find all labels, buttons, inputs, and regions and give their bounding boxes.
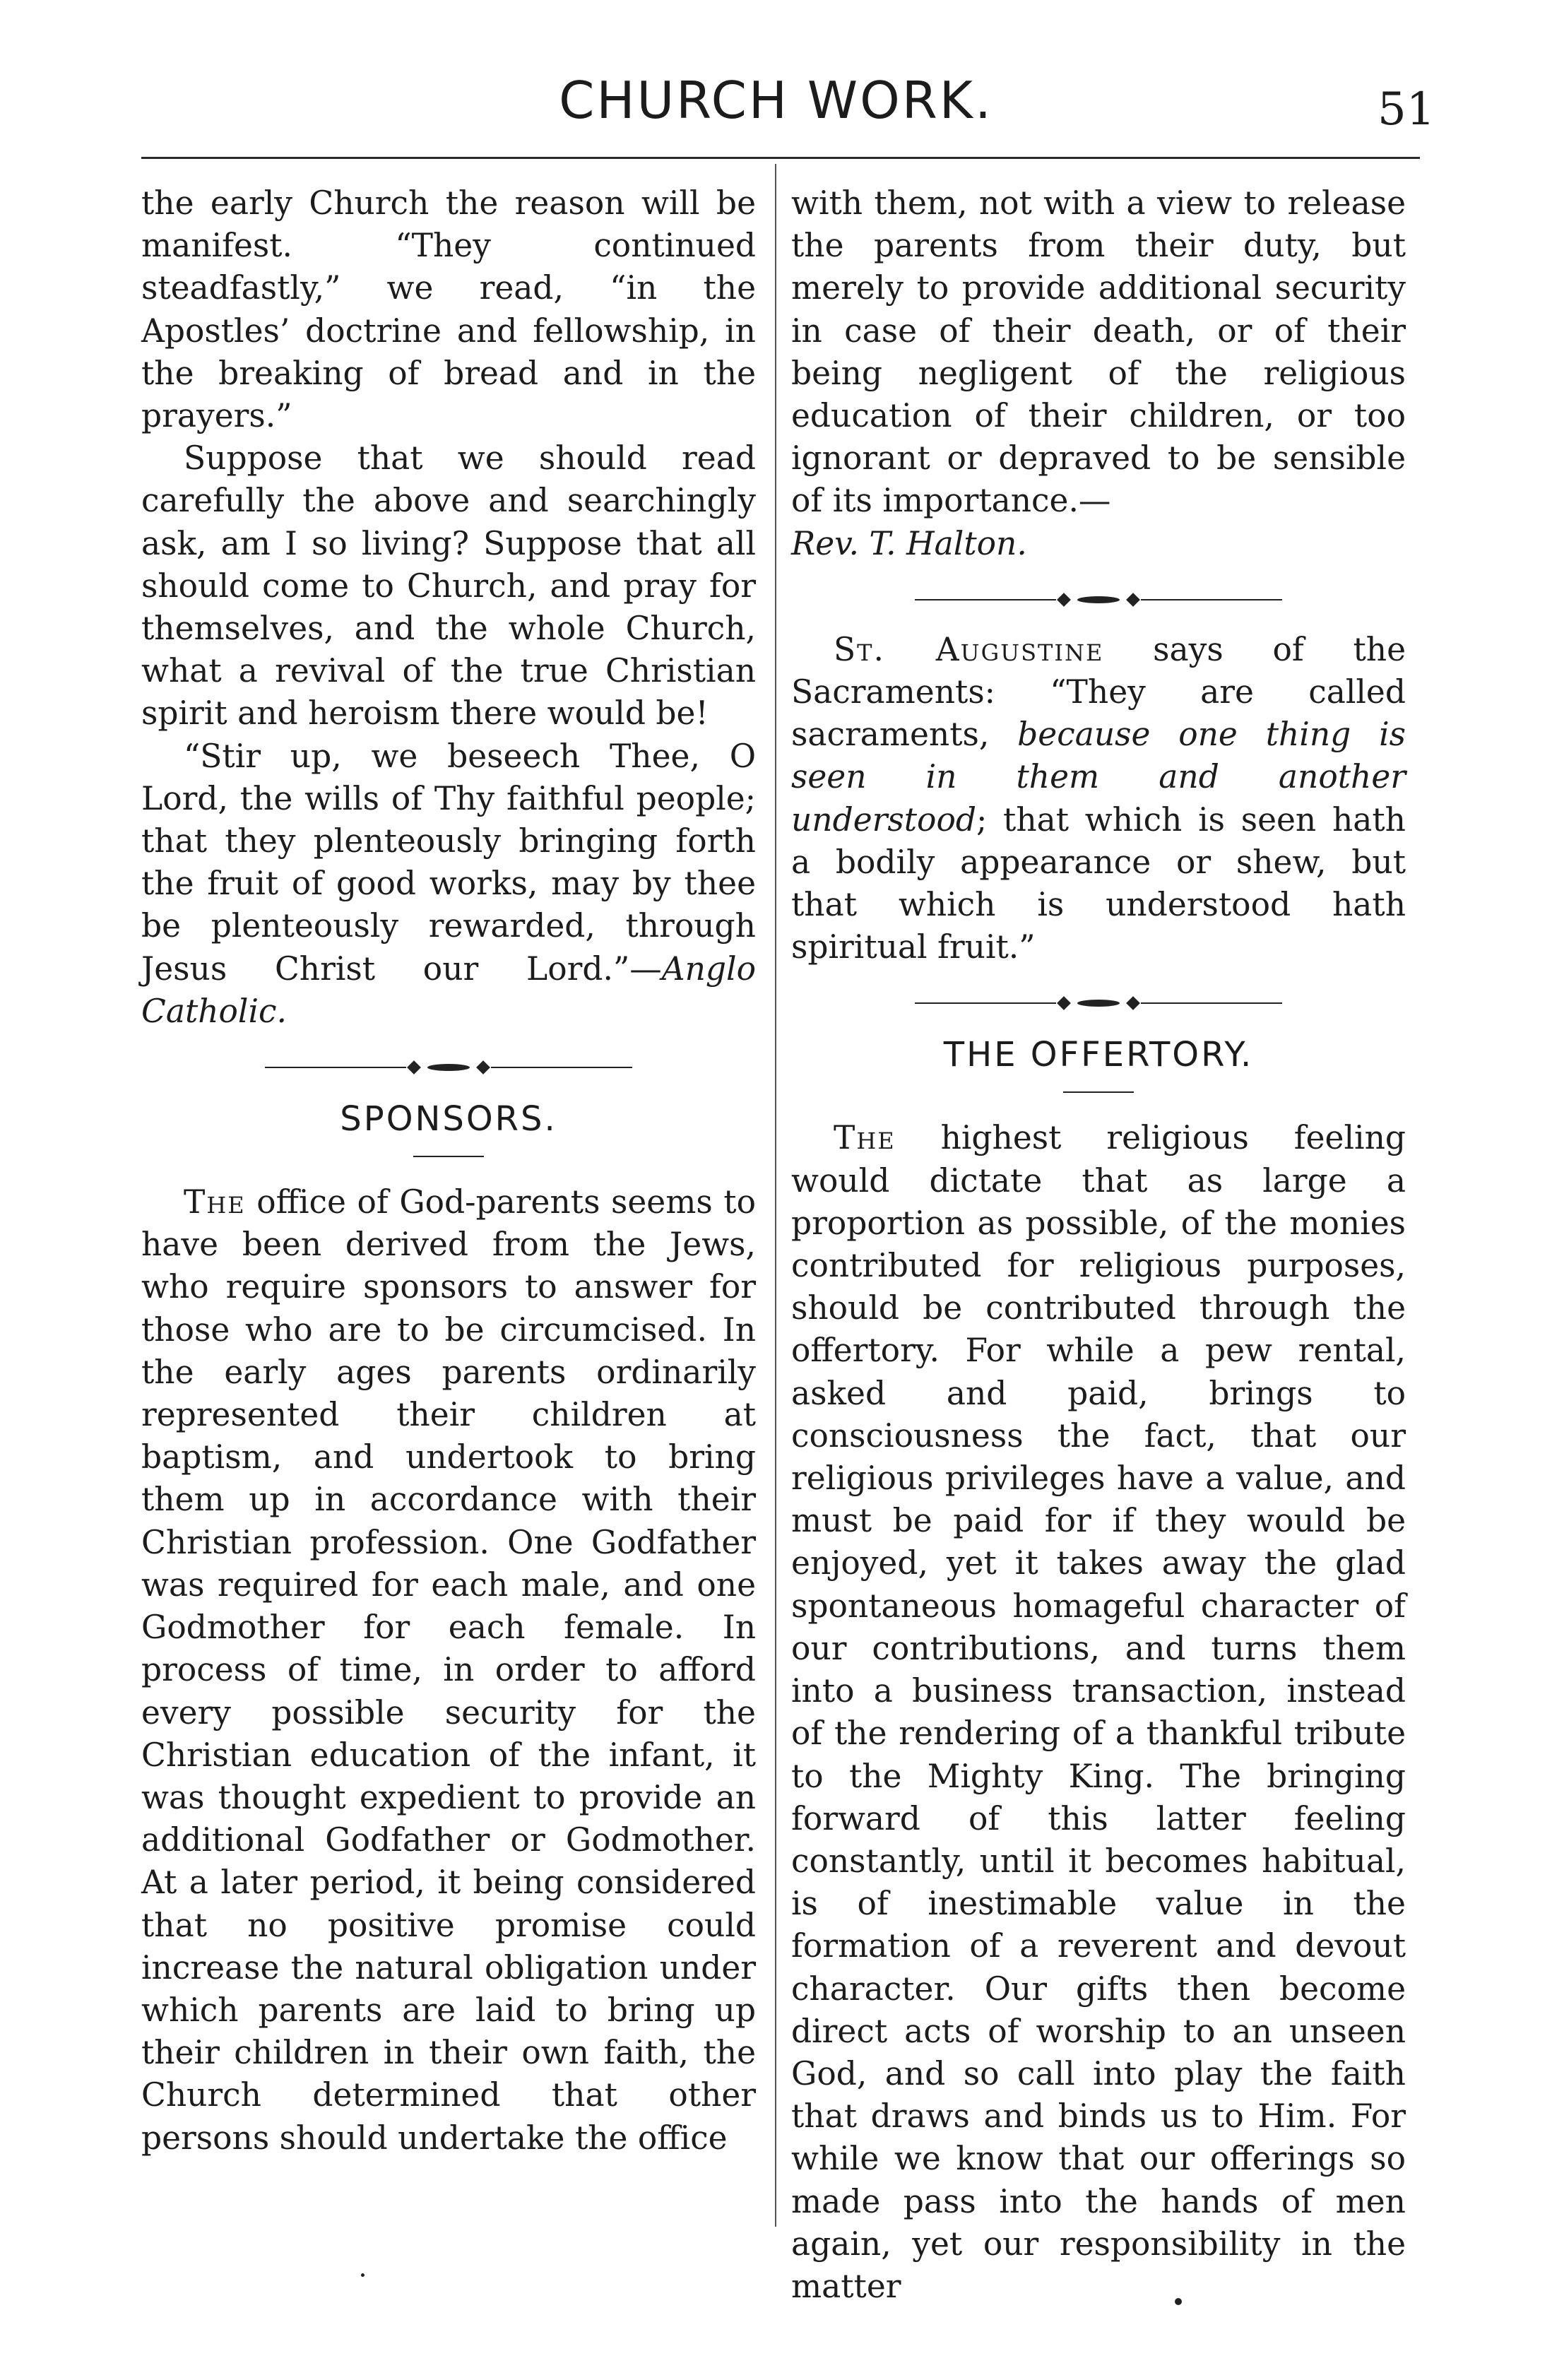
page-header bbox=[0, 65, 1552, 143]
right-paragraph-1 bbox=[791, 182, 1406, 523]
header-rule bbox=[141, 157, 1420, 159]
left-paragraph-2: Suppose that we should read carefully the above and searchingly ask, am I so living? Suppose that all should come to Church, and pray for themselves, and the whole Church, what a revival of the true Christian spirit and heroism there would be! bbox=[141, 439, 756, 733]
sponsors-paragraph bbox=[141, 1181, 756, 2160]
collect-credit: Anglo Catholic. bbox=[141, 949, 756, 1030]
left-paragraph-1: the early Church the reason will be manifest. “They continued steadfastly,” we read, “in the Apostles’ doctrine and fellowship, in the breaking of bread and in the prayers.” bbox=[141, 184, 756, 435]
section-title-offertory: THE OFFERTORY. bbox=[943, 1035, 1254, 1075]
title-rule bbox=[413, 1156, 484, 1157]
augustine-lead: St. Augustine bbox=[834, 630, 1104, 668]
left-paragraph-3 bbox=[141, 735, 756, 1033]
offertory-lead-word: The bbox=[834, 1119, 896, 1157]
augustine-italic: because one thing is seen in them and another understood bbox=[791, 716, 1406, 839]
section-title-sponsors: SPONSORS. bbox=[340, 1099, 557, 1139]
collect-text: “Stir up, we beseech Thee, O Lord, the wills of Thy faithful people; that they plenteously bringing forth the fruit of good works, may by thee be plenteously rewarded, through Jesus Christ our Lord.”— bbox=[141, 737, 756, 988]
halton-text: with them, not with a view to release the parents from their duty, but merely to provide additional security in case of their death, or of their being negligent of the religious education of their children, or too ignorant or depraved to be sensible of its importance.— bbox=[791, 184, 1406, 520]
section-ornament bbox=[265, 1057, 632, 1078]
augustine-paragraph bbox=[791, 629, 1406, 969]
ornament-mark bbox=[406, 1059, 491, 1076]
sponsors-body: office of God-parents seems to have been derived from the Jews, who require sponsors to answer for those who are to be circumcised. In the early ages parents ordinarily represented their children at baptism, and undertook to bring them up in accordance with their Christian profession. One Godfather was required for each male, and one Godmother for each female. In process of time, in order to afford every possible security for the Christian education of the infant, it was thought expedient to provide an additional Godfather or Godmother. At a later period, it being considered that no positive promise could increase the natural obligation under which parents are laid to bring up their children in their own faith, the Church determined that other persons should undertake the office bbox=[141, 1183, 756, 2157]
page-number: 51 bbox=[1378, 83, 1435, 136]
running-title: CHURCH WORK. bbox=[559, 71, 993, 130]
ink-speck bbox=[361, 2273, 365, 2277]
section-ornament bbox=[915, 589, 1282, 610]
ink-speck bbox=[1175, 2298, 1182, 2305]
ornament-mark bbox=[1056, 591, 1141, 608]
offertory-paragraph bbox=[791, 1117, 1406, 2308]
augustine-text-2: ; that which is seen hath a bodily appearance or shew, but that which is understood hath spiritual fruit.” bbox=[791, 800, 1406, 966]
ornament-mark bbox=[1056, 995, 1141, 1012]
column-divider bbox=[775, 164, 776, 2227]
title-rule bbox=[1063, 1091, 1134, 1093]
augustine-text-1: says of the Sacraments: “They are called sacraments, bbox=[791, 630, 1406, 754]
right-column bbox=[791, 182, 1406, 2308]
left-column bbox=[141, 182, 756, 2160]
sponsors-lead-word: The bbox=[184, 1183, 246, 1221]
offertory-body: highest religious feeling would dictate that as large a proportion as possible, of the monies contributed for religious purposes, should be contributed through the offertory. For while a pew rental, asked and paid, brings to consciousness the fact, that our religious privileges have a value, and must be paid for if they would be enjoyed, yet it takes away the glad spontaneous homageful character of our contributions, and turns them into a business transaction, instead of the rendering of a thankful tribute to the Mighty King. The bringing forward of this latter feeling constantly, until it becomes habitual, is of inestimable value in the formation of a reverent and devout character. Our gifts then become direct acts of worship to an unseen God, and so call into play the faith that draws and binds us to Him. For while we know that our offerings so made pass into the hands of men again, yet our responsibility in the matter bbox=[791, 1119, 1406, 2305]
halton-credit: Rev. T. Halton. bbox=[791, 524, 1027, 562]
section-ornament bbox=[915, 993, 1282, 1014]
